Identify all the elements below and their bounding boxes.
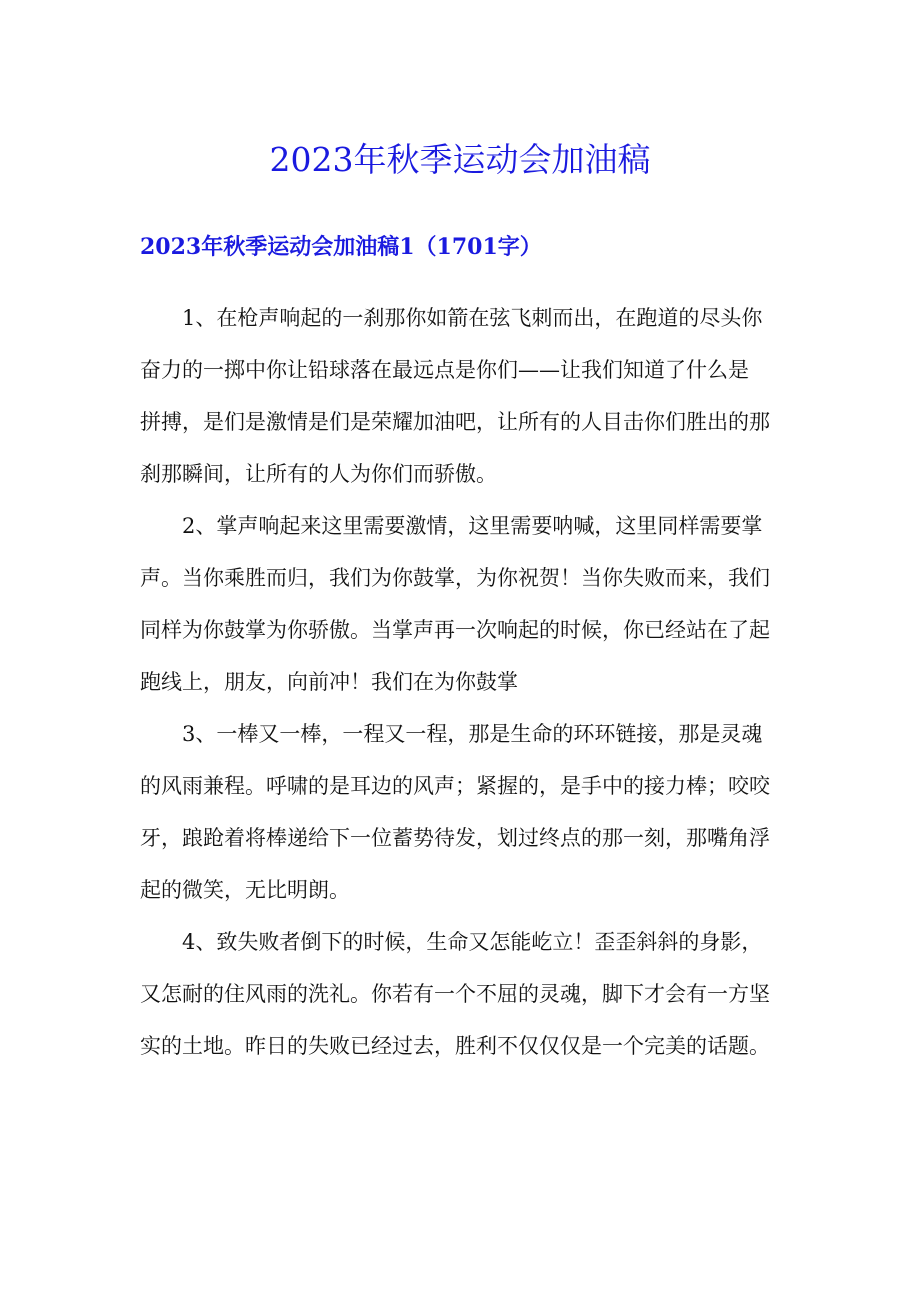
paragraph-line: 奋力的一掷中你让铅球落在最远点是你们——让我们知道了什么是 xyxy=(140,358,749,382)
paragraph-3 xyxy=(140,708,785,916)
paragraph-line: 跑线上，朋友，向前冲！我们在为你鼓掌 xyxy=(140,670,518,694)
paragraph-line: 又怎耐的住风雨的洗礼。你若有一个不屈的灵魂，脚下才会有一方坚 xyxy=(140,982,770,1006)
paragraph-line: 1、在枪声响起的一刹那你如箭在弦飞刺而出，在跑道的尽头你 xyxy=(140,306,763,330)
paragraph-line: 同样为你鼓掌为你骄傲。当掌声再一次响起的时候，你已经站在了起 xyxy=(140,618,770,642)
paragraph-line: 实的土地。昨日的失败已经过去，胜利不仅仅仅是一个完美的话题。 xyxy=(140,1034,770,1058)
paragraph-line: 声。当你乘胜而归，我们为你鼓掌，为你祝贺！当你失败而来，我们 xyxy=(140,566,770,590)
paragraph-line: 2、掌声响起来这里需要激情，这里需要呐喊，这里同样需要掌 xyxy=(140,514,763,538)
paragraph-4 xyxy=(140,916,785,1072)
page-title: 2023年秋季运动会加油稿 xyxy=(269,140,651,179)
paragraph-1 xyxy=(140,292,785,500)
paragraph-2 xyxy=(140,500,785,708)
paragraph-line: 刹那瞬间，让所有的人为你们而骄傲。 xyxy=(140,462,497,486)
paragraph-line: 牙，踉跄着将棒递给下一位蓄势待发，划过终点的那一刻，那嘴角浮 xyxy=(140,826,770,850)
paragraph-line: 4、致失败者倒下的时候，生命又怎能屹立！歪歪斜斜的身影， xyxy=(140,930,763,954)
paragraph-line: 起的微笑，无比明朗。 xyxy=(140,878,350,902)
paragraph-line: 3、一棒又一棒，一程又一程，那是生命的环环链接，那是灵魂 xyxy=(140,722,763,746)
paragraph-line: 的风雨兼程。呼啸的是耳边的风声；紧握的，是手中的接力棒；咬咬 xyxy=(140,774,770,798)
section-heading: 2023年秋季运动会加油稿1（1701字） xyxy=(140,234,542,260)
paragraph-line: 拼搏，是们是激情是们是荣耀加油吧，让所有的人目击你们胜出的那 xyxy=(140,410,770,434)
